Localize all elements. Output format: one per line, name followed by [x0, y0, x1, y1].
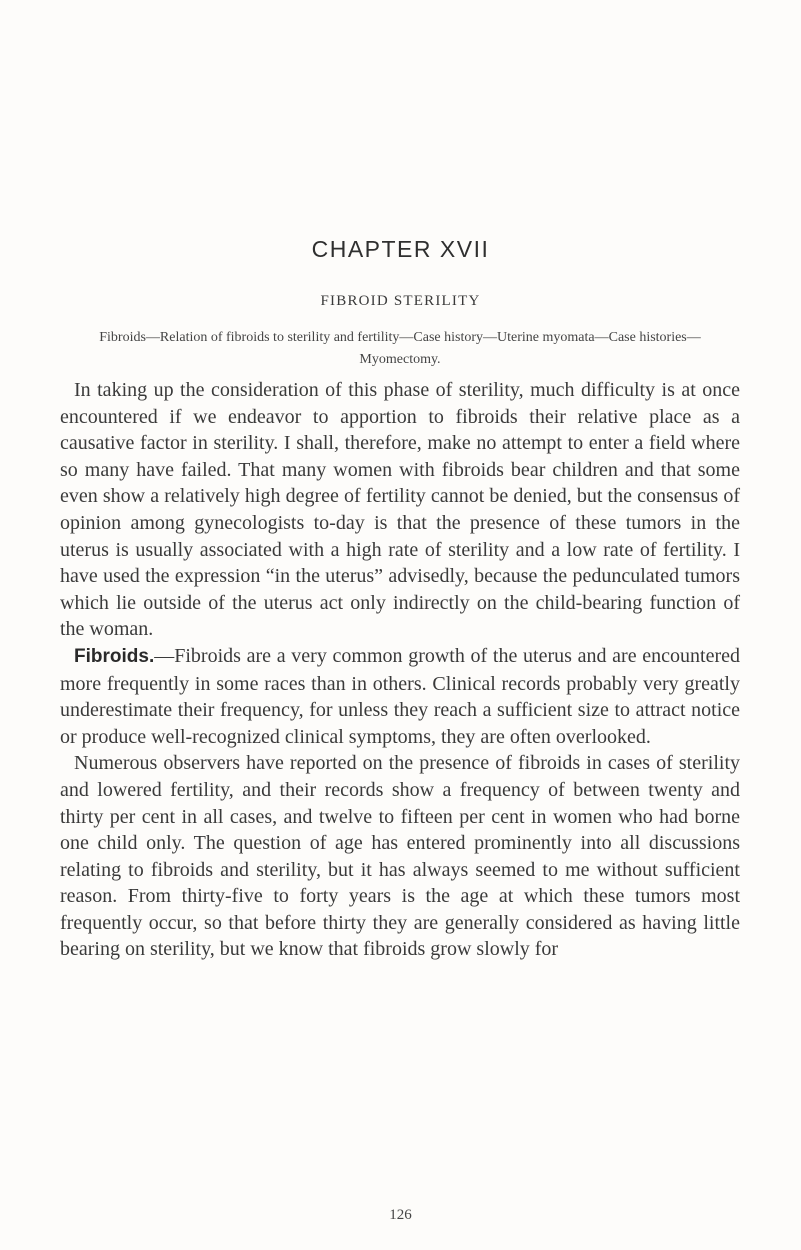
- page-number: 126: [389, 1207, 412, 1223]
- body-text: [60, 377, 740, 963]
- run-in-heading-fibroids: Fibroids.: [74, 645, 155, 667]
- chapter-title: FIBROID STERILITY: [320, 293, 481, 309]
- paragraph-2: [60, 643, 740, 750]
- paragraph-3: Numerous observers have reported on the presence of fibroids in cases of sterility and lowered fertility, and their records show a frequency of between twenty and thirty per cent in all cases, and twelve to fifteen per cent in women who had borne one child only. The question of age has entered prominently into all discussions relating to fibroids and sterility, but it has always seemed to me without sufficient reason. From thirty-five to forty years is the age at which these tumors most frequently occur, so that before thirty they are generally considered as having little bearing on sterility, but we know that fibroids grow slowly for: [60, 752, 740, 961]
- chapter-synopsis: Fibroids—Relation of fibroids to sterility and fertility—Case history—Uterine myomata—Case histories—Myomectomy.: [99, 330, 701, 367]
- paragraph-1: In taking up the consideration of this phase of sterility, much difficulty is at once encountered if we endeavor to apportion to fibroids their relative place as a causative factor in sterility. I shall, therefore, make no attempt to enter a field where so many have failed. That many women with fibroids bear children and that some even show a relatively high degree of fertility cannot be denied, but the consensus of opinion among gynecologists to-day is that the presence of these tumors in the uterus is usually associated with a high rate of sterility and a low rate of fertility. I have used the expression “in the uterus” advisedly, because the pedunculated tumors which lie outside of the uterus act only indirectly on the child-bearing function of the woman.: [60, 379, 740, 641]
- chapter-heading: CHAPTER XVII: [311, 236, 490, 262]
- paragraph-2-text: —Fibroids are a very common growth of the uterus and are encountered more frequently in some races than in others. Clinical records probably very greatly underestimate their frequency, for unless they reach a sufficient size to attract notice or produce well-recognized clinical symptoms, they are often overlooked.: [60, 644, 740, 748]
